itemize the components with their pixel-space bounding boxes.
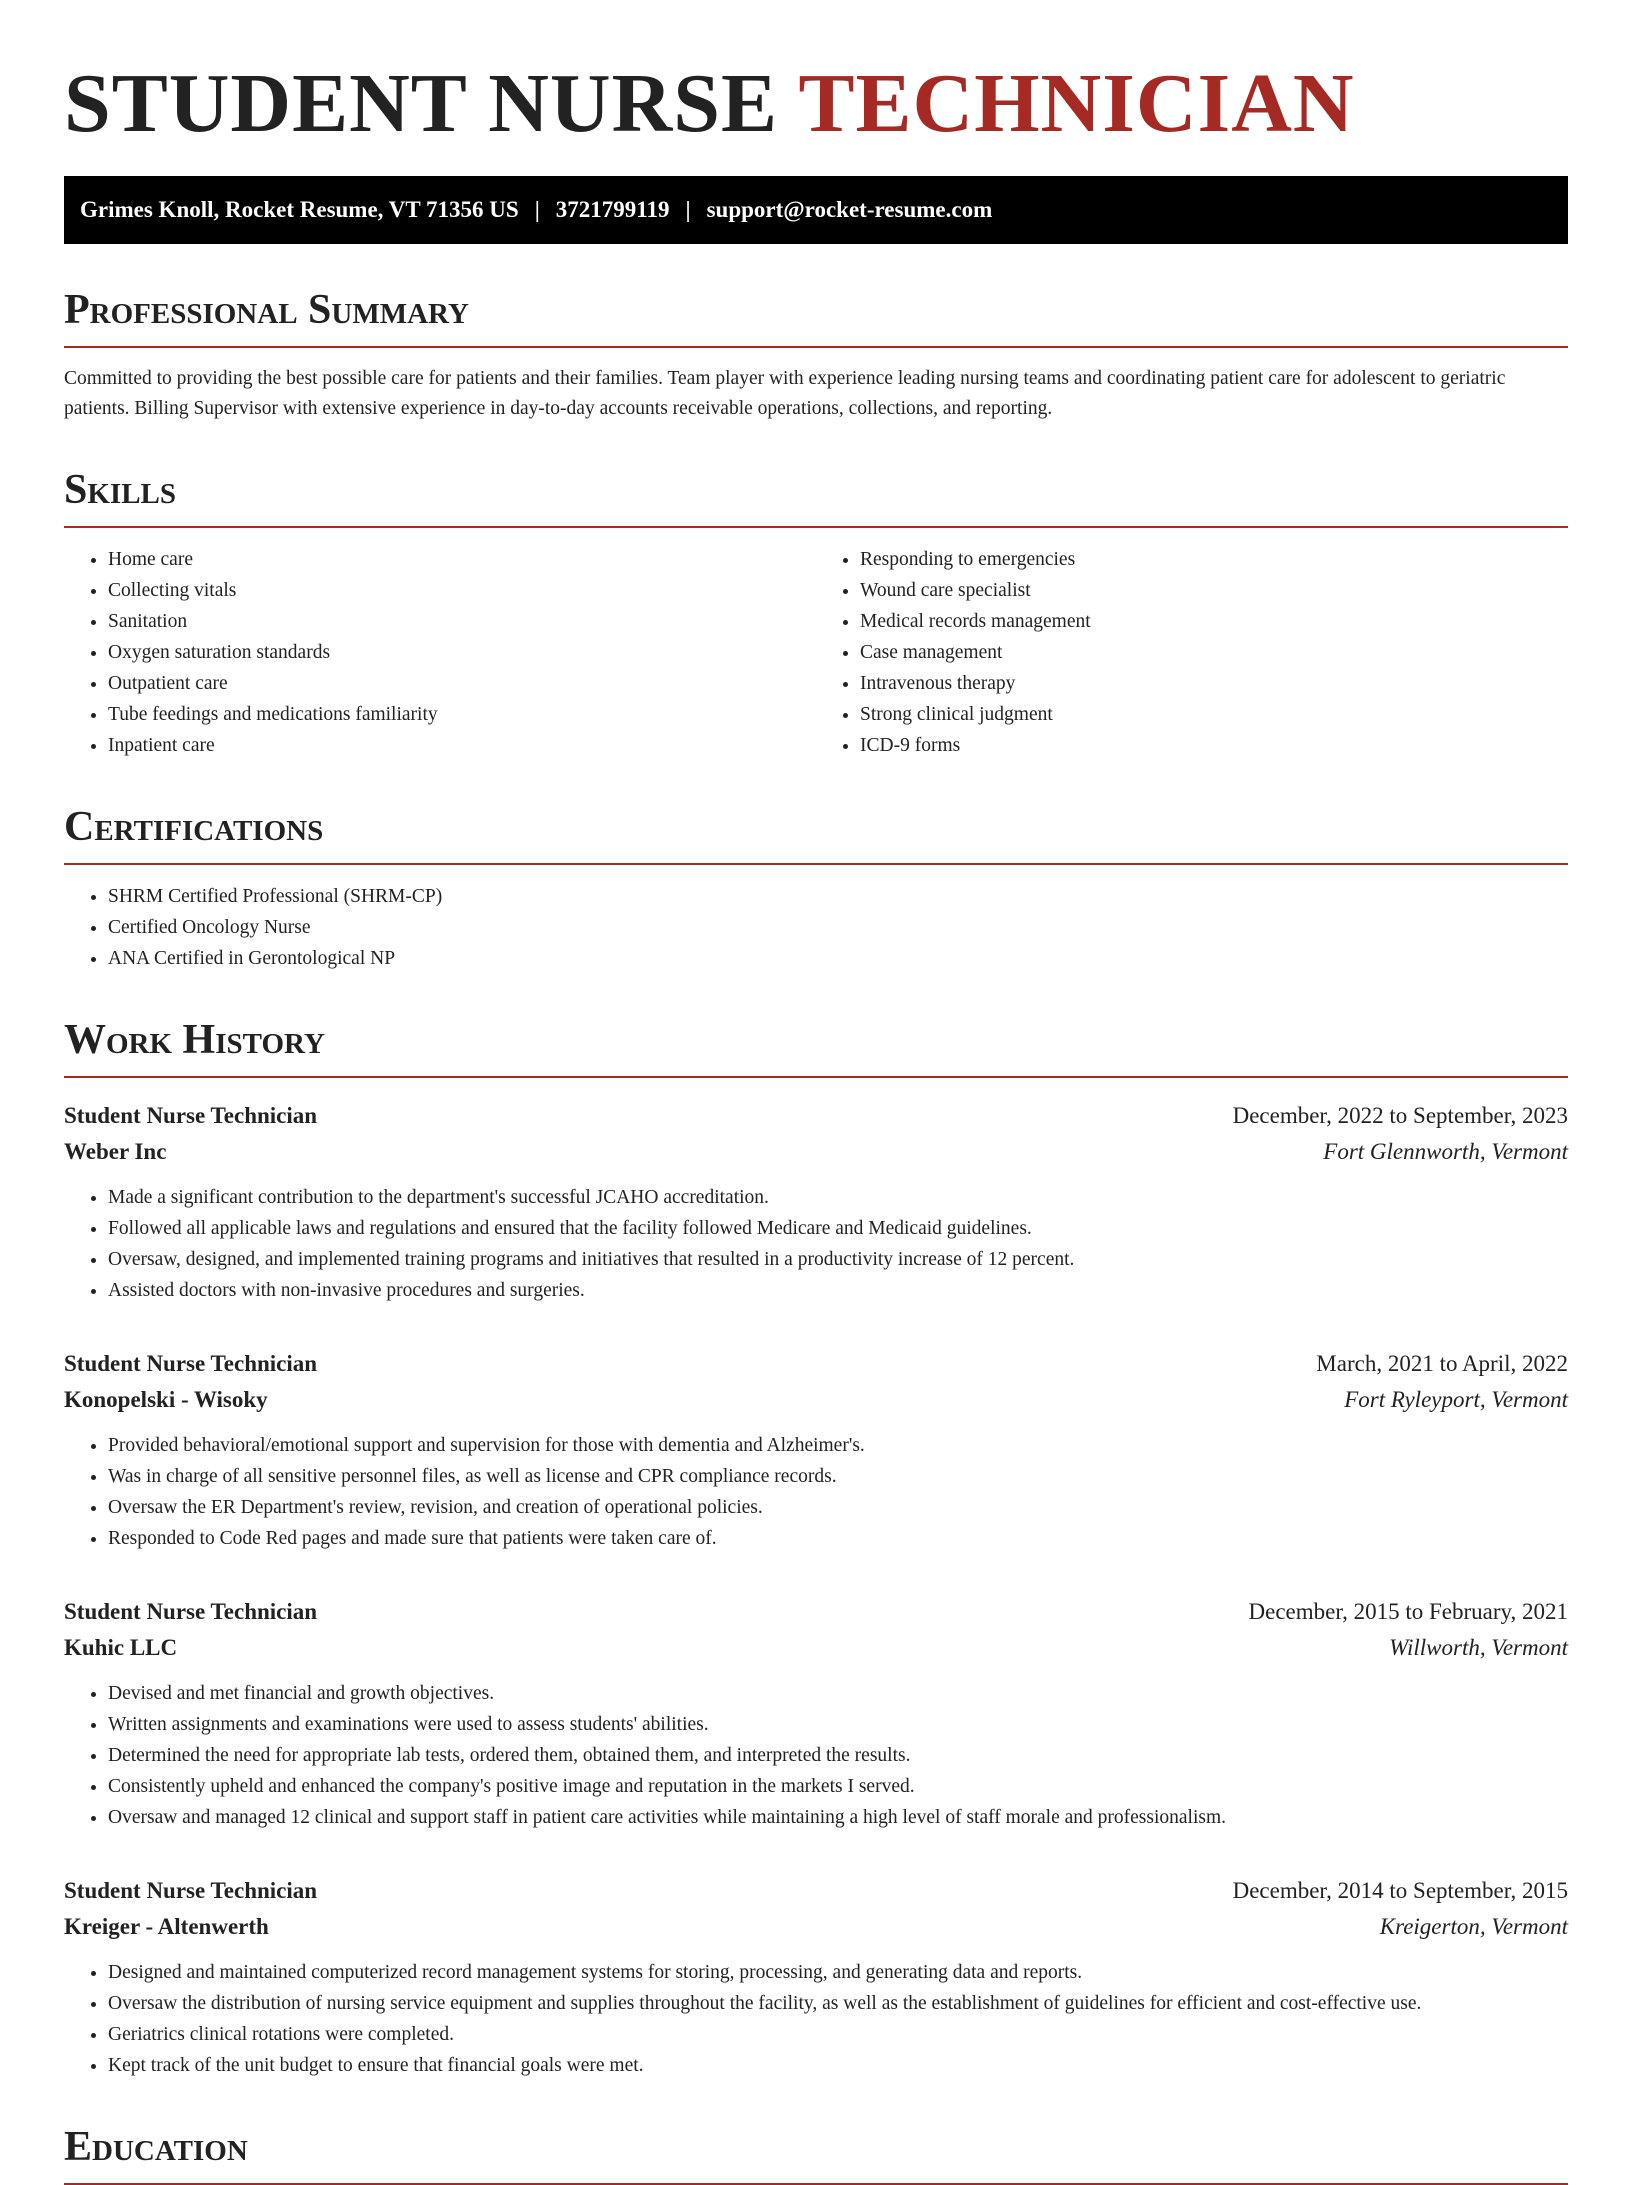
job-bullet: • Written assignments and examinations were used to assess students' abilities.: [108, 1709, 1568, 1740]
name-first: STUDENT NURSE: [64, 57, 778, 150]
job-entry: [64, 1873, 1568, 2081]
job-bullet: • Consistently upheld and enhanced the company's positive image and reputation in the markets I served.: [108, 1771, 1568, 1802]
skill-item: • Medical records management: [860, 606, 1568, 637]
skills-list-right: [816, 544, 1568, 761]
education-section: [64, 2123, 1568, 2185]
job-bullets: [64, 1678, 1568, 1833]
certifications-list: [64, 881, 1568, 974]
job-company-row: [64, 1630, 1568, 1666]
job-bullet: • Designed and maintained computerized record management systems for storing, processing, and generating data and reports.: [108, 1957, 1568, 1988]
certifications-heading: Certifications: [64, 803, 1568, 865]
job-entry: [64, 1098, 1568, 1306]
work-history-heading: Work History: [64, 1016, 1568, 1078]
skill-item: • Sanitation: [108, 606, 816, 637]
job-bullets: [64, 1957, 1568, 2081]
job-location: Fort Ryleyport, Vermont: [1344, 1387, 1568, 1412]
job-bullet: • Responded to Code Red pages and made sure that patients were taken care of.: [108, 1523, 1568, 1554]
job-bullet: • Determined the need for appropriate lab tests, ordered them, obtained them, and interpreted the results.: [108, 1740, 1568, 1771]
contact-email: support@rocket-resume.com: [706, 197, 993, 222]
job-entry: [64, 1594, 1568, 1833]
summary-text: Committed to providing the best possible care for patients and their families. Team player with experience leading nursing teams and coordinating patient care for adolescent to geriatric patients. Billing Supervisor with extensive experience in day-to-day accounts receivable operations, collections, and reporting.: [64, 368, 1506, 419]
skill-item: • Intravenous therapy: [860, 668, 1568, 699]
job-company: Weber Inc: [64, 1139, 167, 1164]
skill-item: • Tube feedings and medications familiarity: [108, 699, 816, 730]
skill-item: • Home care: [108, 544, 816, 575]
skill-item: • ICD-9 forms: [860, 730, 1568, 761]
job-header-row: [64, 1098, 1568, 1134]
job-entry: [64, 1346, 1568, 1554]
job-bullet: • Made a significant contribution to the department's successful JCAHO accreditation.: [108, 1182, 1568, 1213]
job-company: Kreiger - Altenwerth: [64, 1914, 269, 1939]
job-bullet: • Was in charge of all sensitive personnel files, as well as license and CPR compliance records.: [108, 1461, 1568, 1492]
contact-bar: [64, 176, 1568, 244]
skills-grid: [64, 544, 1568, 761]
job-title: Student Nurse Technician: [64, 1351, 318, 1376]
skills-section: [64, 466, 1568, 761]
job-bullet: • Devised and met financial and growth objectives.: [108, 1678, 1568, 1709]
skill-item: • Case management: [860, 637, 1568, 668]
job-dates: March, 2021 to April, 2022: [1316, 1351, 1568, 1376]
education-heading: Education: [64, 2123, 1568, 2185]
job-company-row: [64, 1382, 1568, 1418]
skill-item: • Wound care specialist: [860, 575, 1568, 606]
skills-list-left: [64, 544, 816, 761]
job-bullet: • Oversaw and managed 12 clinical and support staff in patient care activities while maintaining a high level of staff morale and professionalism.: [108, 1802, 1568, 1833]
job-dates: December, 2022 to September, 2023: [1232, 1103, 1568, 1128]
job-bullet: • Followed all applicable laws and regulations and ensured that the facility followed Medicare and Medicaid guidelines.: [108, 1213, 1568, 1244]
skill-item: • Outpatient care: [108, 668, 816, 699]
name-accent: TECHNICIAN: [798, 57, 1355, 150]
job-bullet: • Assisted doctors with non-invasive procedures and surgeries.: [108, 1275, 1568, 1306]
job-title: Student Nurse Technician: [64, 1103, 318, 1128]
job-header-row: [64, 1873, 1568, 1909]
job-company-row: [64, 1909, 1568, 1945]
certifications-section: [64, 803, 1568, 974]
job-bullets: [64, 1430, 1568, 1554]
job-company-row: [64, 1134, 1568, 1170]
skill-item: • Collecting vitals: [108, 575, 816, 606]
contact-address: Grimes Knoll, Rocket Resume, VT 71356 US: [80, 197, 519, 222]
job-company: Kuhic LLC: [64, 1635, 178, 1660]
job-bullet: • Oversaw the distribution of nursing service equipment and supplies throughout the facility, as well as the establishment of guidelines for efficient and cost-effective use.: [108, 1988, 1568, 2019]
summary-heading: Professional Summary: [64, 286, 1568, 348]
job-bullet: • Oversaw the ER Department's review, revision, and creation of operational policies.: [108, 1492, 1568, 1523]
job-company: Konopelski - Wisoky: [64, 1387, 268, 1412]
job-location: Willworth, Vermont: [1389, 1635, 1568, 1660]
certification-item: • SHRM Certified Professional (SHRM-CP): [108, 881, 1568, 912]
job-title: Student Nurse Technician: [64, 1878, 318, 1903]
skills-heading: Skills: [64, 466, 1568, 528]
summary-section: [64, 286, 1568, 424]
job-header-row: [64, 1594, 1568, 1630]
resume-name: [64, 56, 1568, 152]
skill-item: • Strong clinical judgment: [860, 699, 1568, 730]
work-history-section: [64, 1016, 1568, 2081]
job-bullet: • Oversaw, designed, and implemented training programs and initiatives that resulted in a productivity increase of 12 percent.: [108, 1244, 1568, 1275]
job-bullet: • Kept track of the unit budget to ensure that financial goals were met.: [108, 2050, 1568, 2081]
job-bullet: • Provided behavioral/emotional support and supervision for those with dementia and Alzheimer's.: [108, 1430, 1568, 1461]
skill-item: • Oxygen saturation standards: [108, 637, 816, 668]
job-bullet: • Geriatrics clinical rotations were completed.: [108, 2019, 1568, 2050]
job-title: Student Nurse Technician: [64, 1599, 318, 1624]
job-location: Fort Glennworth, Vermont: [1323, 1139, 1568, 1164]
skill-item: • Responding to emergencies: [860, 544, 1568, 575]
job-header-row: [64, 1346, 1568, 1382]
skill-item: • Inpatient care: [108, 730, 816, 761]
contact-phone: 3721799119: [555, 197, 670, 222]
job-dates: December, 2014 to September, 2015: [1232, 1878, 1568, 1903]
certification-item: • Certified Oncology Nurse: [108, 912, 1568, 943]
job-location: Kreigerton, Vermont: [1379, 1914, 1568, 1939]
certification-item: • ANA Certified in Gerontological NP: [108, 943, 1568, 974]
contact-separator: |: [685, 197, 691, 222]
contact-separator: |: [534, 197, 540, 222]
job-bullets: [64, 1182, 1568, 1306]
job-dates: December, 2015 to February, 2021: [1248, 1599, 1568, 1624]
